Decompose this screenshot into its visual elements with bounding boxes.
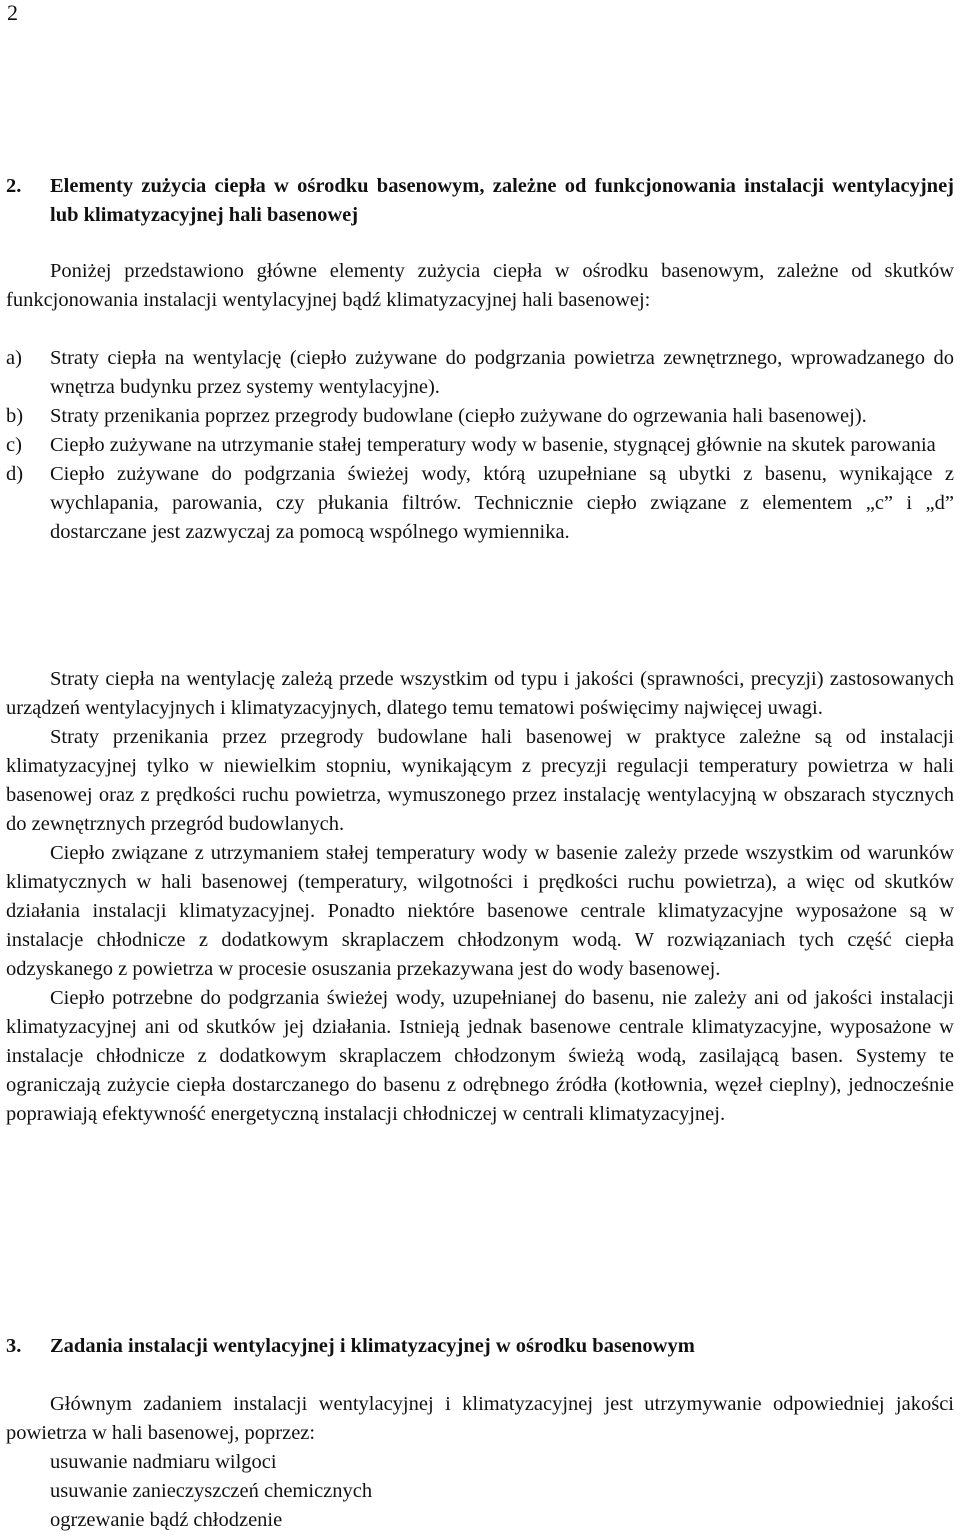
list-item-text: Straty przenikania poprzez przegrody budowlane (ciepło zużywane do ogrzewania hali basenowej). [50, 405, 867, 427]
task-item: usuwanie nadmiaru wilgoci [50, 1451, 277, 1473]
body-text [6, 665, 954, 1129]
list-marker: a) [6, 347, 22, 369]
list-item [6, 431, 954, 460]
list-item [6, 460, 954, 547]
list-item-text: Straty ciepła na wentylację (ciepło zużywane do podgrzania powietrza zewnętrznego, wprowadzanego do wnętrza budynku przez systemy wentylacyjne). [50, 347, 954, 398]
list-item [6, 344, 954, 402]
list-item-text: Ciepło zużywane na utrzymanie stałej temperatury wody w basenie, stygnącej głównie na skutek parowania [50, 434, 936, 456]
body-paragraph: Ciepło potrzebne do podgrzania świeżej wody, uzupełnianej do basenu, nie zależy ani od jakości instalacji klimatyzacyjnej ani od skutków jej działania. Istnieją jednak basenowe centrale klimatyzacyjne, wyposażone w instalacje chłodnicze z dodatkowym skraplaczem chłodzonym świeżą wodą, zasilającą basen. Systemy te ograniczają zużycie ciepła dostarczanego do basenu z odrębnego źródła (kotłownia, węzeł cieplny), jednocześnie poprawiają efektywność energetyczną instalacji chłodniczej w centrali klimatyzacyjnej. [6, 987, 954, 1125]
body-paragraph: Ciepło związane z utrzymaniem stałej temperatury wody w basenie zależy przede wszystkim od warunków klimatycznych w hali basenowej (temperatury, wilgotności i prędkości ruchu powietrza), a więc od skutków działania instalacji klimatyzacyjnej. Ponadto niektóre basenowe centrale klimatyzacyjne wyposażone są w instalacje chłodnicze z dodatkowym skraplaczem chłodzonym wodą. W rozwiązaniach tych część ciepła odzyskanego z powietrza w procesie osuszania przekazywana jest do wody basenowej. [6, 842, 954, 980]
body-paragraph: Straty ciepła na wentylację zależą przede wszystkim od typu i jakości (sprawności, precyzji) zastosowanych urządzeń wentylacyjnych i klimatyzacyjnych, dlatego temu tematowi poświęcimy najwięcej uwagi. [6, 668, 954, 719]
section-2-number: 2. [6, 175, 22, 197]
section-3-title: Zadania instalacji wentylacyjnej i klimatyzacyjnej w ośrodku basenowym [50, 1335, 695, 1357]
list-marker: d) [6, 463, 24, 485]
body-paragraph: Straty przenikania przez przegrody budowlane hali basenowej w praktyce zależne są od instalacji klimatyzacyjnej tylko w niewielkim stopniu, wynikającym z precyzji regulacji temperatury powietrza w hali basenowej oraz z prędkości ruchu powietrza, wymuszonego przez instalację wentylacyjną w obszarach stycznych do zewnętrznych przegród budowlanych. [6, 726, 954, 835]
list-item-text: Ciepło zużywane do podgrzania świeżej wody, którą uzupełniane są ubytki z basenu, wynikające z wychlapania, parowania, czy płukania filtrów. Technicznie ciepło związane z elementem „c” i „d” dostarczane jest zazwyczaj za pomocą wspólnego wymiennika. [50, 463, 954, 543]
section-2-heading [6, 172, 954, 230]
task-item: ogrzewanie bądź chłodzenie [50, 1509, 283, 1531]
page-number: 2 [7, 0, 18, 25]
list-item [6, 402, 954, 431]
intro-paragraph: Poniżej przedstawiono główne elementy zużycia ciepła w ośrodku basenowym, zależne od skutków funkcjonowania instalacji wentylacyjnej bądź klimatyzacyjnej hali basenowej: [6, 260, 954, 311]
section-2-title: Elementy zużycia ciepła w ośrodku basenowym, zależne od funkcjonowania instalacji wentylacyjnej lub klimatyzacyjnej hali basenowej [50, 175, 954, 226]
list-marker: b) [6, 405, 24, 427]
goal-paragraph: Głównym zadaniem instalacji wentylacyjnej i klimatyzacyjnej jest utrzymywanie odpowiedniej jakości powietrza w hali basenowej, poprzez: [6, 1393, 954, 1444]
section-3-heading [6, 1332, 954, 1361]
list-marker: c) [6, 434, 22, 456]
task-item: usuwanie zanieczyszczeń chemicznych [50, 1480, 373, 1502]
section-3-number: 3. [6, 1335, 22, 1357]
heat-consumption-elements-list [6, 344, 954, 547]
tasks-list [50, 1448, 372, 1535]
